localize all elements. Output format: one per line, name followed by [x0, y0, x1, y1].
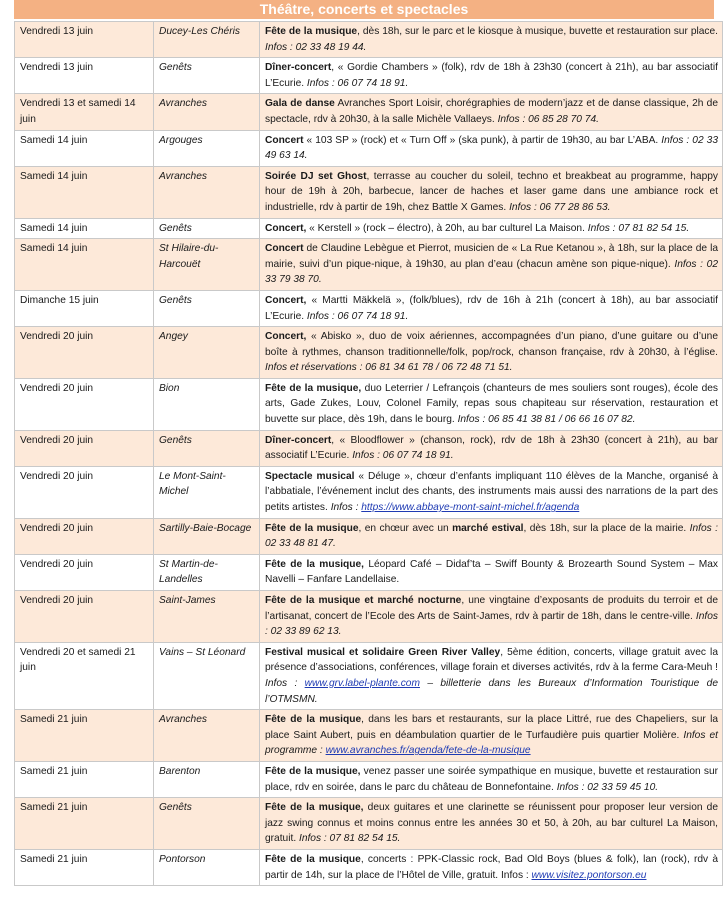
event-text: de Claudine Lebègue et Pierrot, musicien de « La Rue Ketanou », à 18h, sur la place de la mairie, suivi d’un pique-nique, à 19h30, au plan d’eau (chacun amène son pique-nique). — [265, 243, 718, 270]
event-text: « Abisko », duo de voix aériennes, accompagnées d’un piano, d’une guitare ou d’une boîte à rythmes, chanson traditionnelle/folk, pop/rock, chanson française, rdv à 20h30, à l’église. — [265, 331, 718, 358]
event-place: Saint-James — [154, 591, 260, 643]
event-date: Vendredi 20 et samedi 21 juin — [15, 642, 154, 709]
event-place: Argouges — [154, 130, 260, 166]
event-link[interactable]: https://www.abbaye-mont-saint-michel.fr/agenda — [361, 502, 580, 514]
event-description — [260, 290, 723, 326]
event-date: Samedi 21 juin — [15, 710, 154, 762]
event-text: « Martti Mäkkelä », (folk/blues), rdv de 16h à 21h (concert à 18h), au bar associatif L’Ecurie. — [265, 294, 718, 322]
event-date: Dimanche 15 juin — [15, 290, 154, 326]
event-title: Dîner-concert — [265, 434, 332, 446]
event-text: , dès 18h, sur le parc et le kiosque à musique, buvette et restauration sur place. — [357, 26, 718, 37]
event-description — [260, 58, 723, 94]
event-date: Samedi 14 juin — [15, 166, 154, 218]
event-row — [15, 58, 723, 94]
event-text: , une vingtaine d’exposants de produits du terroir et de l’artisanat, concert de l’Ecole des Arts de Saint-James, rdv à partir de 18h, dans le centre-ville. — [265, 595, 718, 622]
event-description — [260, 849, 723, 885]
event-row — [15, 290, 723, 326]
event-title: Concert, — [265, 294, 307, 306]
event-info: Infos : 02 33 79 38 70. — [265, 258, 718, 286]
event-text: duo Leterrier / Lefrançois (chanteurs de mes souliers sont rouges), école des arts, Gade Zukes, Louv, Colonel Family, repas sous chapiteau sur réservation, restauration et buvette sur place, dès 19h, dans le bourg. — [265, 382, 719, 426]
event-row — [15, 22, 723, 58]
event-description — [260, 218, 723, 239]
event-date: Vendredi 20 juin — [15, 466, 154, 518]
event-info: Infos : 02 33 59 45 10. — [556, 781, 659, 793]
event-row — [15, 378, 723, 430]
event-date: Vendredi 20 juin — [15, 378, 154, 430]
event-text: « Kerstell » (rock – électro), à 20h, au bar culturel La Maison. — [306, 222, 588, 234]
event-info: – billetterie dans les Bureaux d’Information Touristique de l’OTMSMN. — [265, 677, 719, 705]
event-description — [260, 518, 723, 554]
event-row — [15, 642, 723, 709]
event-date: Vendredi 13 et samedi 14 juin — [15, 94, 154, 130]
event-title: Fête de la musique — [265, 714, 362, 726]
event-info: Infos : 02 33 49 63 14. — [265, 134, 718, 162]
event-title: Soirée DJ set Ghost — [265, 170, 367, 182]
event-link[interactable]: www.grv.label-plante.com — [304, 677, 420, 689]
event-date: Samedi 21 juin — [15, 761, 154, 797]
event-row — [15, 218, 723, 239]
event-place: Avranches — [154, 166, 260, 218]
events-table — [14, 21, 723, 886]
event-info: Infos : 02 33 48 19 44. — [265, 41, 367, 53]
event-row — [15, 761, 723, 797]
event-place: Genêts — [154, 58, 260, 94]
event-date: Samedi 21 juin — [15, 849, 154, 885]
event-row — [15, 130, 723, 166]
event-title: Concert — [265, 134, 304, 146]
event-description — [260, 166, 723, 218]
event-description — [260, 22, 723, 58]
event-title: Dîner-concert — [265, 62, 332, 74]
event-description — [260, 327, 723, 379]
event-row — [15, 798, 723, 850]
event-text: deux guitares et une clarinette se réunissent pour proposer leur version de jazz swing connus et moins connus entre les années 30 et 50, à 20h, au bar culturel La Maison, gratuit. — [265, 802, 719, 845]
event-place: Sartilly-Baie-Bocage — [154, 518, 260, 554]
event-place: Avranches — [154, 94, 260, 130]
event-text: , en chœur avec un — [358, 522, 453, 534]
event-title: Concert — [265, 243, 304, 255]
event-title: Fête de la musique, — [265, 382, 362, 394]
event-text: , 5ème édition, concerts, village gratuit avec la présence d’associations, conférences, village forain et diverses activités, rdv à la ferme Cara-Meuh ! — [265, 646, 718, 674]
event-title: marché estival — [452, 522, 524, 534]
event-title: Concert, — [265, 222, 307, 234]
event-info: Infos : — [330, 502, 362, 514]
event-row — [15, 849, 723, 885]
event-description — [260, 239, 723, 291]
event-row — [15, 554, 723, 590]
event-place: Bion — [154, 378, 260, 430]
event-text: , dès 18h, sur la place de la mairie. — [523, 522, 690, 534]
event-place: Le Mont-Saint-Michel — [154, 466, 260, 518]
event-text: Léopard Café – Didaf’ta – Swiff Bounty & Brozearth Sound System – Max Navelli – Fanfare Landellaise. — [265, 558, 719, 586]
event-place: Ducey-Les Chéris — [154, 22, 260, 58]
event-date: Vendredi 20 juin — [15, 518, 154, 554]
event-place: Pontorson — [154, 849, 260, 885]
event-text: , terrasse au coucher du soleil, techno et breakbeat au programme, happy hour de 19h à 20h, barbecue, lancer de haches et laser game dans une ambiance rock et industrielle, rdv à partir de 19h, chez Battle X Games. — [265, 170, 718, 213]
event-text: , « Bloodflower » (chanson, rock), rdv de 18h à 23h30 (concert à 21h), au bar associatif L’Ecurie. — [265, 434, 718, 462]
event-description — [260, 378, 723, 430]
event-text: « Déluge », chœur d’enfants impliquant 110 élèves de la Manche, organisé à l’abbatiale, l’événement inclut des chants, des instruments mais aussi des narrations de la part des petits artistes. — [265, 470, 718, 514]
event-description — [260, 798, 723, 850]
event-text: venez passer une soirée sympathique en musique, buvette et restauration sur place, rdv en soirée, dans le parc du château de Bonnefontaine. — [265, 765, 718, 793]
event-date: Vendredi 20 juin — [15, 327, 154, 379]
event-title: Fête de la musique — [265, 853, 361, 865]
event-date: Samedi 21 juin — [15, 798, 154, 850]
event-place: St Martin-de-Landelles — [154, 554, 260, 590]
event-description — [260, 466, 723, 518]
event-date: Samedi 14 juin — [15, 130, 154, 166]
event-place: Genêts — [154, 430, 260, 466]
event-date: Vendredi 20 juin — [15, 591, 154, 643]
event-description — [260, 761, 723, 797]
event-title: Fête de la musique, — [265, 802, 364, 814]
event-place: Avranches — [154, 710, 260, 762]
event-date: Samedi 14 juin — [15, 218, 154, 239]
event-description — [260, 130, 723, 166]
event-link[interactable]: www.avranches.fr/agenda/fete-de-la-musique — [325, 745, 531, 757]
event-info: Infos : 06 85 28 70 74. — [497, 113, 599, 125]
event-text: , concerts : PPK-Classic rock, Bad Old Boys (blues & folk), lan (rock), rdv à partir de 14h, sur la place de l’Hôtel de Ville, gratuit. Infos : — [265, 853, 718, 881]
event-title: Spectacle musical — [265, 470, 355, 482]
events-table-body — [15, 22, 723, 886]
event-info: Infos : 06 77 28 86 53. — [509, 201, 611, 213]
event-title: Festival musical et solidaire Green River Valley — [265, 646, 501, 658]
event-row — [15, 518, 723, 554]
event-title: Gala de danse — [265, 98, 335, 110]
event-place: Vains – St Léonard — [154, 642, 260, 709]
event-title: Fête de la musique, — [265, 765, 361, 777]
event-info: Infos : 06 85 41 38 81 / 06 66 16 07 82. — [457, 414, 636, 426]
event-info: Infos : 07 81 82 54 15. — [298, 833, 401, 845]
event-title: Fête de la musique — [265, 522, 359, 534]
event-info: Infos : — [265, 677, 305, 689]
event-description — [260, 710, 723, 762]
event-title: Fête de la musique — [265, 26, 358, 37]
event-info: Infos : 02 33 48 81 47. — [265, 522, 718, 550]
event-description — [260, 642, 723, 709]
section-header: Théâtre, concerts et spectacles — [14, 0, 714, 21]
event-row — [15, 327, 723, 379]
event-place: Genêts — [154, 218, 260, 239]
event-row — [15, 710, 723, 762]
event-info: Infos : 07 81 82 54 15. — [587, 222, 690, 234]
event-info: Infos et programme : — [265, 729, 718, 757]
event-date: Vendredi 13 juin — [15, 22, 154, 58]
event-place: Genêts — [154, 798, 260, 850]
event-title: Fête de la musique et marché nocturne — [265, 595, 462, 606]
event-row — [15, 466, 723, 518]
event-date: Samedi 14 juin — [15, 239, 154, 291]
event-text: Avranches Sport Loisir, chorégraphies de modern’jazz et de danse classique, 2h de spectacle, rdv à 20h30, à la salle Michèle Vallaeys. — [265, 98, 718, 125]
event-title: Concert, — [265, 331, 307, 343]
event-info: Infos et réservations : 06 81 34 61 78 / 06 72 48 71 51. — [265, 362, 513, 374]
event-date: Vendredi 20 juin — [15, 430, 154, 466]
event-info: Infos : 06 07 74 18 91. — [306, 77, 409, 89]
event-info: Infos : 06 07 74 18 91. — [306, 310, 409, 322]
event-description — [260, 430, 723, 466]
event-info: Infos : 06 07 74 18 91. — [352, 450, 454, 462]
event-row — [15, 94, 723, 130]
event-row — [15, 591, 723, 643]
event-description — [260, 591, 723, 643]
event-row — [15, 166, 723, 218]
event-text: , « Gordie Chambers » (folk), rdv de 18h à 23h30 (concert à 21h), au bar associatif L’Ecurie. — [265, 62, 718, 89]
event-info: Infos : 02 33 89 62 13. — [265, 610, 718, 638]
event-description — [260, 94, 723, 130]
event-date: Vendredi 20 juin — [15, 554, 154, 590]
event-text: « 103 SP » (rock) et « Turn Off » (ska punk), à partir de 19h30, au bar L’ABA. — [303, 134, 662, 146]
event-place: Genêts — [154, 290, 260, 326]
event-place: St Hilaire-du-Harcouët — [154, 239, 260, 291]
event-link[interactable]: www.visitez.pontorson.eu — [531, 869, 647, 881]
event-text: , dans les bars et restaurants, sur la place Littré, rue des Chapeliers, sur la place Saint Aubert, puis en déambulation quartier de le Turfaudière puis quartier Molière. — [265, 714, 719, 741]
event-title: Fête de la musique, — [265, 558, 365, 570]
event-row — [15, 239, 723, 291]
event-row — [15, 430, 723, 466]
event-place: Barenton — [154, 761, 260, 797]
event-date: Vendredi 13 juin — [15, 58, 154, 94]
event-place: Angey — [154, 327, 260, 379]
event-description — [260, 554, 723, 590]
